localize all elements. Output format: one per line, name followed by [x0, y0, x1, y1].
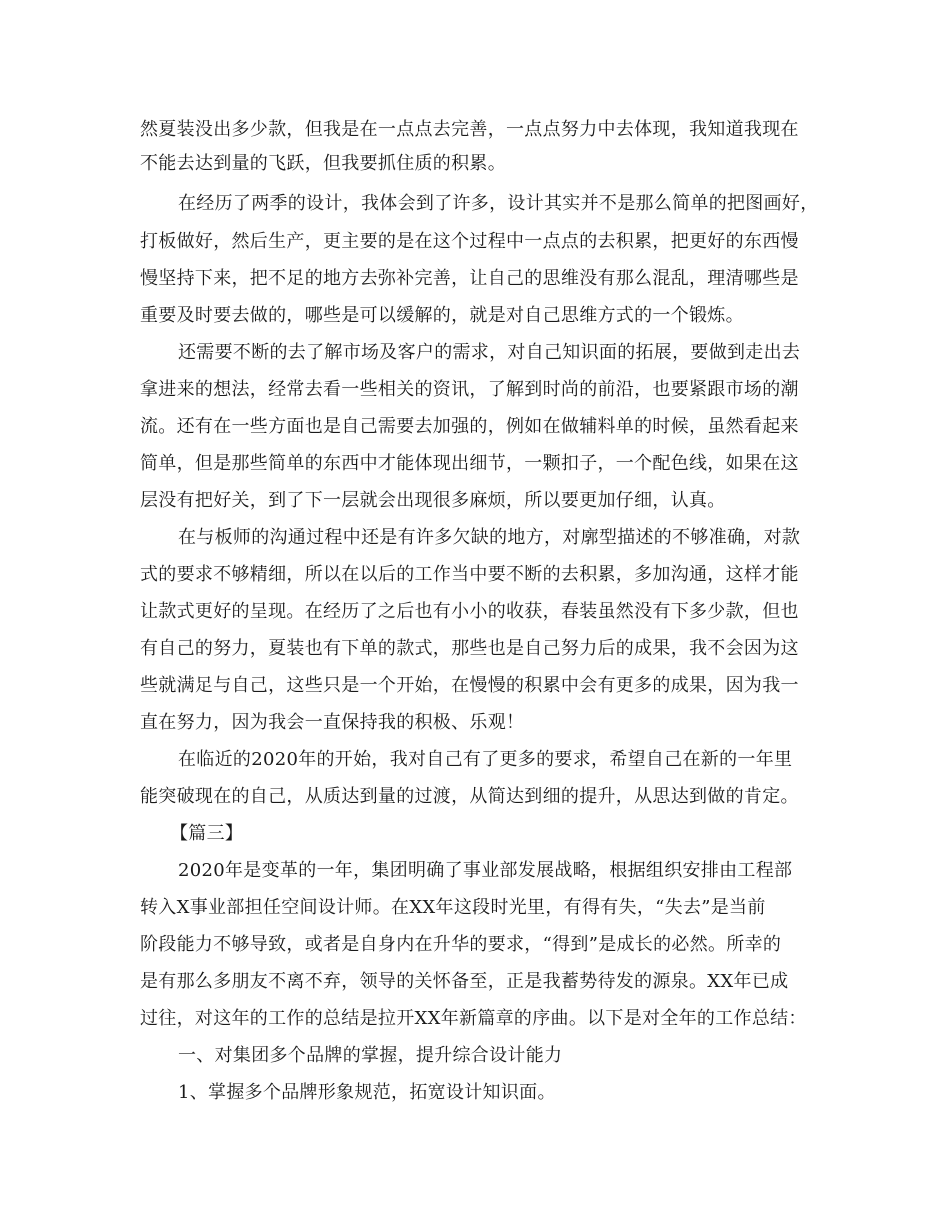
section-heading: 【篇三】	[170, 823, 244, 844]
paragraph-line: 能突破现在的自己，从质达到量的过渡，从简达到细的提升，从思达到做的肯定。	[140, 786, 799, 807]
paragraph-line: 有自己的努力，夏装也有下单的款式，那些也是自己努力后的成果，我不会因为这	[140, 638, 799, 659]
paragraph-line: 慢坚持下来，把不足的地方去弥补完善，让自己的思维没有那么混乱，理清哪些是	[140, 268, 799, 289]
paragraph-line: 流。还有在一些方面也是自己需要去加强的，例如在做辅料单的时候，虽然看起来	[140, 416, 799, 437]
paragraph-line: 在经历了两季的设计，我体会到了许多，设计其实并不是那么简单的把图画好，	[178, 193, 819, 214]
paragraph-line: 式的要求不够精细，所以在以后的工作当中要不断的去积累，多加沟通，这样才能	[140, 564, 799, 585]
paragraph-line: 是有那么多朋友不离不弃，领导的关怀备至，正是我蓄势待发的源泉。XX年已成	[140, 971, 789, 992]
paragraph-line: 直在努力，因为我会一直保持我的积极、乐观！	[140, 712, 525, 733]
paragraph-line: 简单，但是那些简单的东西中才能体现出细节，一颗扣子，一个配色线，如果在这	[140, 453, 799, 474]
paragraph-line: 阶段能力不够导致，或者是自身内在升华的要求，“得到”是成长的必然。所幸的	[140, 934, 782, 955]
paragraph-line: 然夏装没出多少款，但我是在一点点去完善，一点点努力中去体现，我知道我现在	[140, 119, 799, 140]
paragraph-line: 在临近的2020年的开始，我对自己有了更多的要求，希望自己在新的一年里	[178, 749, 793, 770]
paragraph-line: 在与板师的沟通过程中还是有许多欠缺的地方，对廓型描述的不够准确，对款	[178, 527, 801, 548]
subheading: 1、掌握多个品牌形象规范，拓宽设计知识面。	[178, 1082, 556, 1103]
paragraph-line: 层没有把好关，到了下一层就会出现很多麻烦，所以要更加仔细，认真。	[140, 490, 726, 511]
paragraph-line: 还需要不断的去了解市场及客户的需求，对自己知识面的拓展，要做到走出去	[178, 342, 801, 363]
paragraph-line: 过往，对这年的工作的总结是拉开XX年新篇章的序曲。以下是对全年的工作总结：	[140, 1008, 807, 1029]
paragraph-line: 拿进来的想法，经常去看一些相关的资讯，了解到时尚的前沿，也要紧跟市场的潮	[140, 379, 799, 400]
paragraph-line: 让款式更好的呈现。在经历了之后也有小小的收获，春装虽然没有下多少款，但也	[140, 601, 799, 622]
paragraph-line: 打板做好，然后生产，更主要的是在这个过程中一点点的去积累，把更好的东西慢	[140, 231, 799, 252]
paragraph-line: 重要及时要去做的，哪些是可以缓解的，就是对自己思维方式的一个锻炼。	[140, 305, 744, 326]
subheading: 一、对集团多个品牌的掌握，提升综合设计能力	[178, 1045, 563, 1066]
paragraph-line: 些就满足与自己，这些只是一个开始，在慢慢的积累中会有更多的成果，因为我一	[140, 675, 799, 696]
paragraph-line: 2020年是变革的一年，集团明确了事业部发展战略，根据组织安排由工程部	[178, 860, 793, 881]
paragraph-line: 不能去达到量的飞跃，但我要抓住质的积累。	[140, 153, 506, 174]
paragraph-line: 转入X事业部担任空间设计师。在XX年这段时光里，有得有失，“失去”是当前	[140, 897, 766, 918]
